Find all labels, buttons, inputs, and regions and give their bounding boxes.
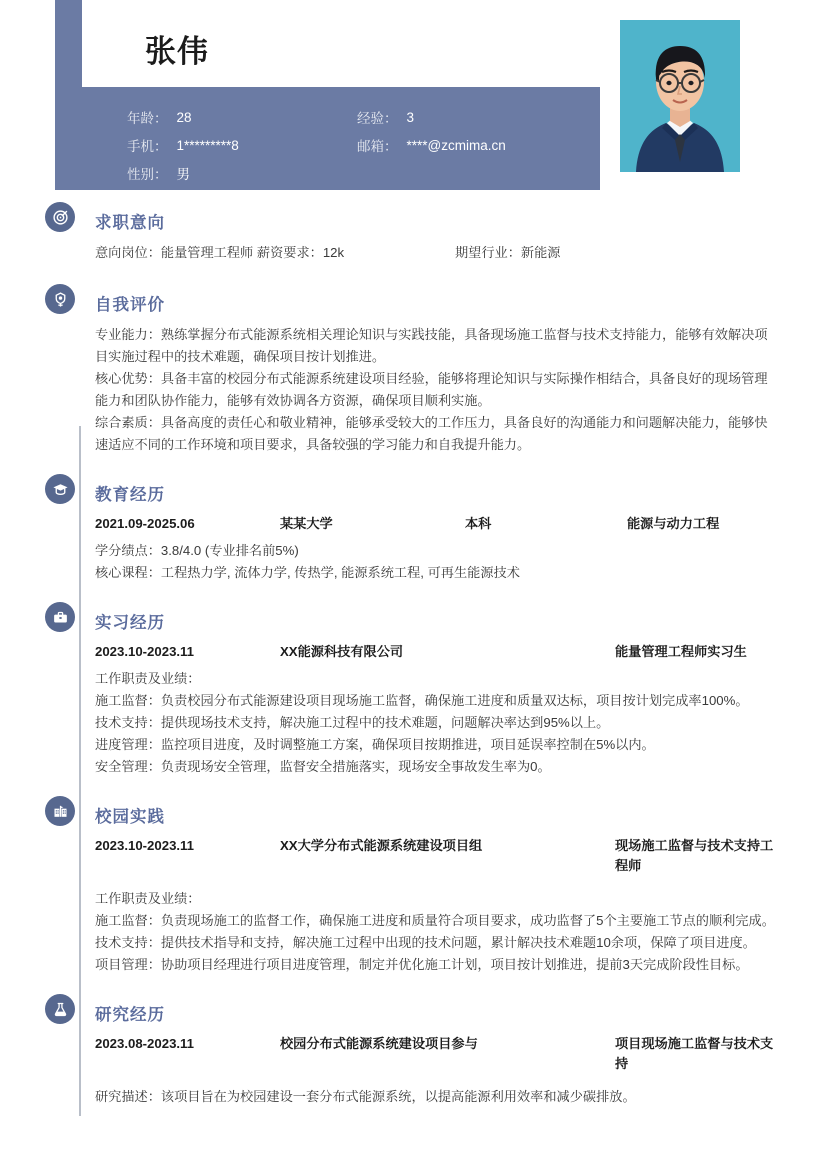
info-value-gender: 男 <box>176 167 190 182</box>
research-role: 项目现场施工监督与技术支持 <box>615 1036 774 1071</box>
resume-body <box>0 200 820 1116</box>
info-label-phone: 手机： <box>127 139 168 154</box>
section-job-intent <box>0 200 820 282</box>
section-header-self-evaluation <box>95 282 775 324</box>
flask-icon <box>45 994 75 1024</box>
briefcase-icon <box>45 602 75 632</box>
research-project: 校园分布式能源系统建设项目参与 <box>280 1036 478 1051</box>
research-entry-row <box>95 1034 775 1078</box>
education-details <box>95 538 775 584</box>
self-eval-paragraph: 综合素质：具备高度的责任心和敬业精神，能够承受较大的工作压力，具备良好的沟通能力和问题解决能力，能够快速适应不同的工作环境和项目要求，具备较强的学习能力和自我提升能力。 <box>95 415 768 452</box>
info-value-email: ****@zcmima.cn <box>406 137 506 153</box>
info-item-gender <box>127 159 357 187</box>
job-intent-row <box>95 242 775 266</box>
education-school: 某某大学 <box>280 516 333 531</box>
info-item-age <box>127 103 357 131</box>
info-value-phone: 1*********8 <box>176 137 239 153</box>
internship-company: XX能源科技有限公司 <box>280 644 404 659</box>
section-campus-practice <box>0 794 820 992</box>
info-label-email: 邮箱： <box>357 139 398 154</box>
section-title-self-evaluation: 自我评价 <box>95 296 165 314</box>
research-details <box>95 1084 775 1108</box>
section-content-job-intent <box>95 242 775 266</box>
section-content-self-evaluation <box>95 324 775 456</box>
internship-detail-line: 工作职责及业绩： <box>95 671 201 686</box>
campus-details <box>95 886 775 976</box>
education-detail-line: 学分绩点：3.8/4.0 (专业排名前5%) <box>95 543 299 558</box>
internship-detail-line: 技术支持：提供现场技术支持，解决施工过程中的技术难题，问题解决率达到95%以上。 <box>95 715 610 730</box>
portrait-photo <box>620 20 740 172</box>
self-eval-paragraph: 专业能力：熟练掌握分布式能源系统相关理论知识与实践技能，具备现场施工监督与技术支持能力，能够有效解决项目实施过程中的技术难题，确保项目按计划推进。 <box>95 327 768 364</box>
info-item-email <box>357 131 587 159</box>
spacer <box>95 778 775 794</box>
award-person-icon <box>45 284 75 314</box>
info-label-age: 年龄： <box>127 111 168 126</box>
job-intent-industry: 期望行业：新能源 <box>455 245 561 260</box>
section-content-campus-practice <box>95 836 775 976</box>
education-date: 2021.09-2025.06 <box>95 516 195 531</box>
internship-role: 能量管理工程师实习生 <box>615 644 747 659</box>
internship-date: 2023.10-2023.11 <box>95 644 195 659</box>
target-icon <box>45 202 75 232</box>
internship-detail-line: 施工监督：负责校园分布式能源建设项目现场施工监督，确保施工进度和质量双达标，项目按计划完成率100%。 <box>95 693 749 708</box>
campus-detail-line: 工作职责及业绩： <box>95 891 201 906</box>
spacer <box>95 266 775 282</box>
section-header-education <box>95 472 775 514</box>
info-item-phone <box>127 131 357 159</box>
education-entry-row <box>95 514 775 538</box>
campus-project: XX大学分布式能源系统建设项目组 <box>280 838 483 853</box>
section-header-campus-practice <box>95 794 775 836</box>
contact-info-panel <box>82 87 600 190</box>
info-item-experience <box>357 103 587 131</box>
spacer <box>95 976 775 992</box>
section-header-research <box>95 992 775 1034</box>
section-title-research: 研究经历 <box>95 1006 165 1024</box>
section-title-job-intent: 求职意向 <box>95 214 165 232</box>
research-date: 2023.08-2023.11 <box>95 1036 195 1051</box>
section-title-education: 教育经历 <box>95 486 165 504</box>
section-header-job-intent <box>95 200 775 242</box>
header-accent-bar <box>55 0 82 190</box>
spacer <box>95 456 775 472</box>
candidate-name: 张伟 <box>145 34 209 69</box>
section-title-internship: 实习经历 <box>95 614 165 632</box>
campus-building-icon <box>45 796 75 826</box>
campus-detail-line: 项目管理：协助项目经理进行项目进度管理，制定并优化施工计划，项目按计划推进，提前3天完成阶段性目标。 <box>95 957 749 972</box>
campus-entry-row <box>95 836 775 880</box>
job-intent-position-salary: 意向岗位：能量管理工程师 薪资要求：12k <box>95 245 345 260</box>
section-header-internship <box>95 600 775 642</box>
internship-entry-row <box>95 642 775 666</box>
internship-detail-line: 进度管理：监控项目进度，及时调整施工方案，确保项目按期推进，项目延误率控制在5%以内。 <box>95 737 655 752</box>
campus-date: 2023.10-2023.11 <box>95 838 195 853</box>
section-title-campus-practice: 校园实践 <box>95 808 165 826</box>
section-internship <box>0 600 820 794</box>
info-value-age: 28 <box>176 109 192 125</box>
resume-header <box>0 0 820 200</box>
internship-details <box>95 666 775 778</box>
name-block <box>82 0 600 87</box>
section-content-internship <box>95 642 775 778</box>
info-label-experience: 经验： <box>357 111 398 126</box>
internship-detail-line: 安全管理：负责现场安全管理，监督安全措施落实，现场安全事故发生率为0。 <box>95 759 551 774</box>
education-degree: 本科 <box>465 516 492 531</box>
campus-detail-line: 技术支持：提供技术指导和支持，解决施工过程中出现的技术问题，累计解决技术难题10余项，保障了项目进度。 <box>95 935 756 950</box>
info-value-experience: 3 <box>406 109 415 125</box>
self-eval-paragraph: 核心优势：具备丰富的校园分布式能源系统建设项目经验，能够将理论知识与实际操作相结合，具备良好的现场管理能力和团队协作能力，能够有效协调各方资源，确保项目顺利实施。 <box>95 371 768 408</box>
spacer <box>95 584 775 600</box>
education-detail-line: 核心课程：工程热力学, 流体力学, 传热学, 能源系统工程, 可再生能源技术 <box>95 565 520 580</box>
contact-info-grid <box>127 103 587 187</box>
section-content-education <box>95 514 775 584</box>
section-self-evaluation <box>0 282 820 472</box>
section-research <box>0 992 820 1108</box>
section-education <box>0 472 820 600</box>
campus-detail-line: 施工监督：负责现场施工的监督工作，确保施工进度和质量符合项目要求，成功监督了5个主要施工节点的顺利完成。 <box>95 913 775 928</box>
research-detail-line: 研究描述：该项目旨在为校园建设一套分布式能源系统，以提高能源利用效率和减少碳排放。 <box>95 1089 636 1104</box>
education-major: 能源与动力工程 <box>627 516 720 531</box>
section-content-research <box>95 1034 775 1108</box>
graduation-cap-icon <box>45 474 75 504</box>
campus-role: 现场施工监督与技术支持工程师 <box>615 838 774 873</box>
info-label-gender: 性别： <box>127 167 168 182</box>
